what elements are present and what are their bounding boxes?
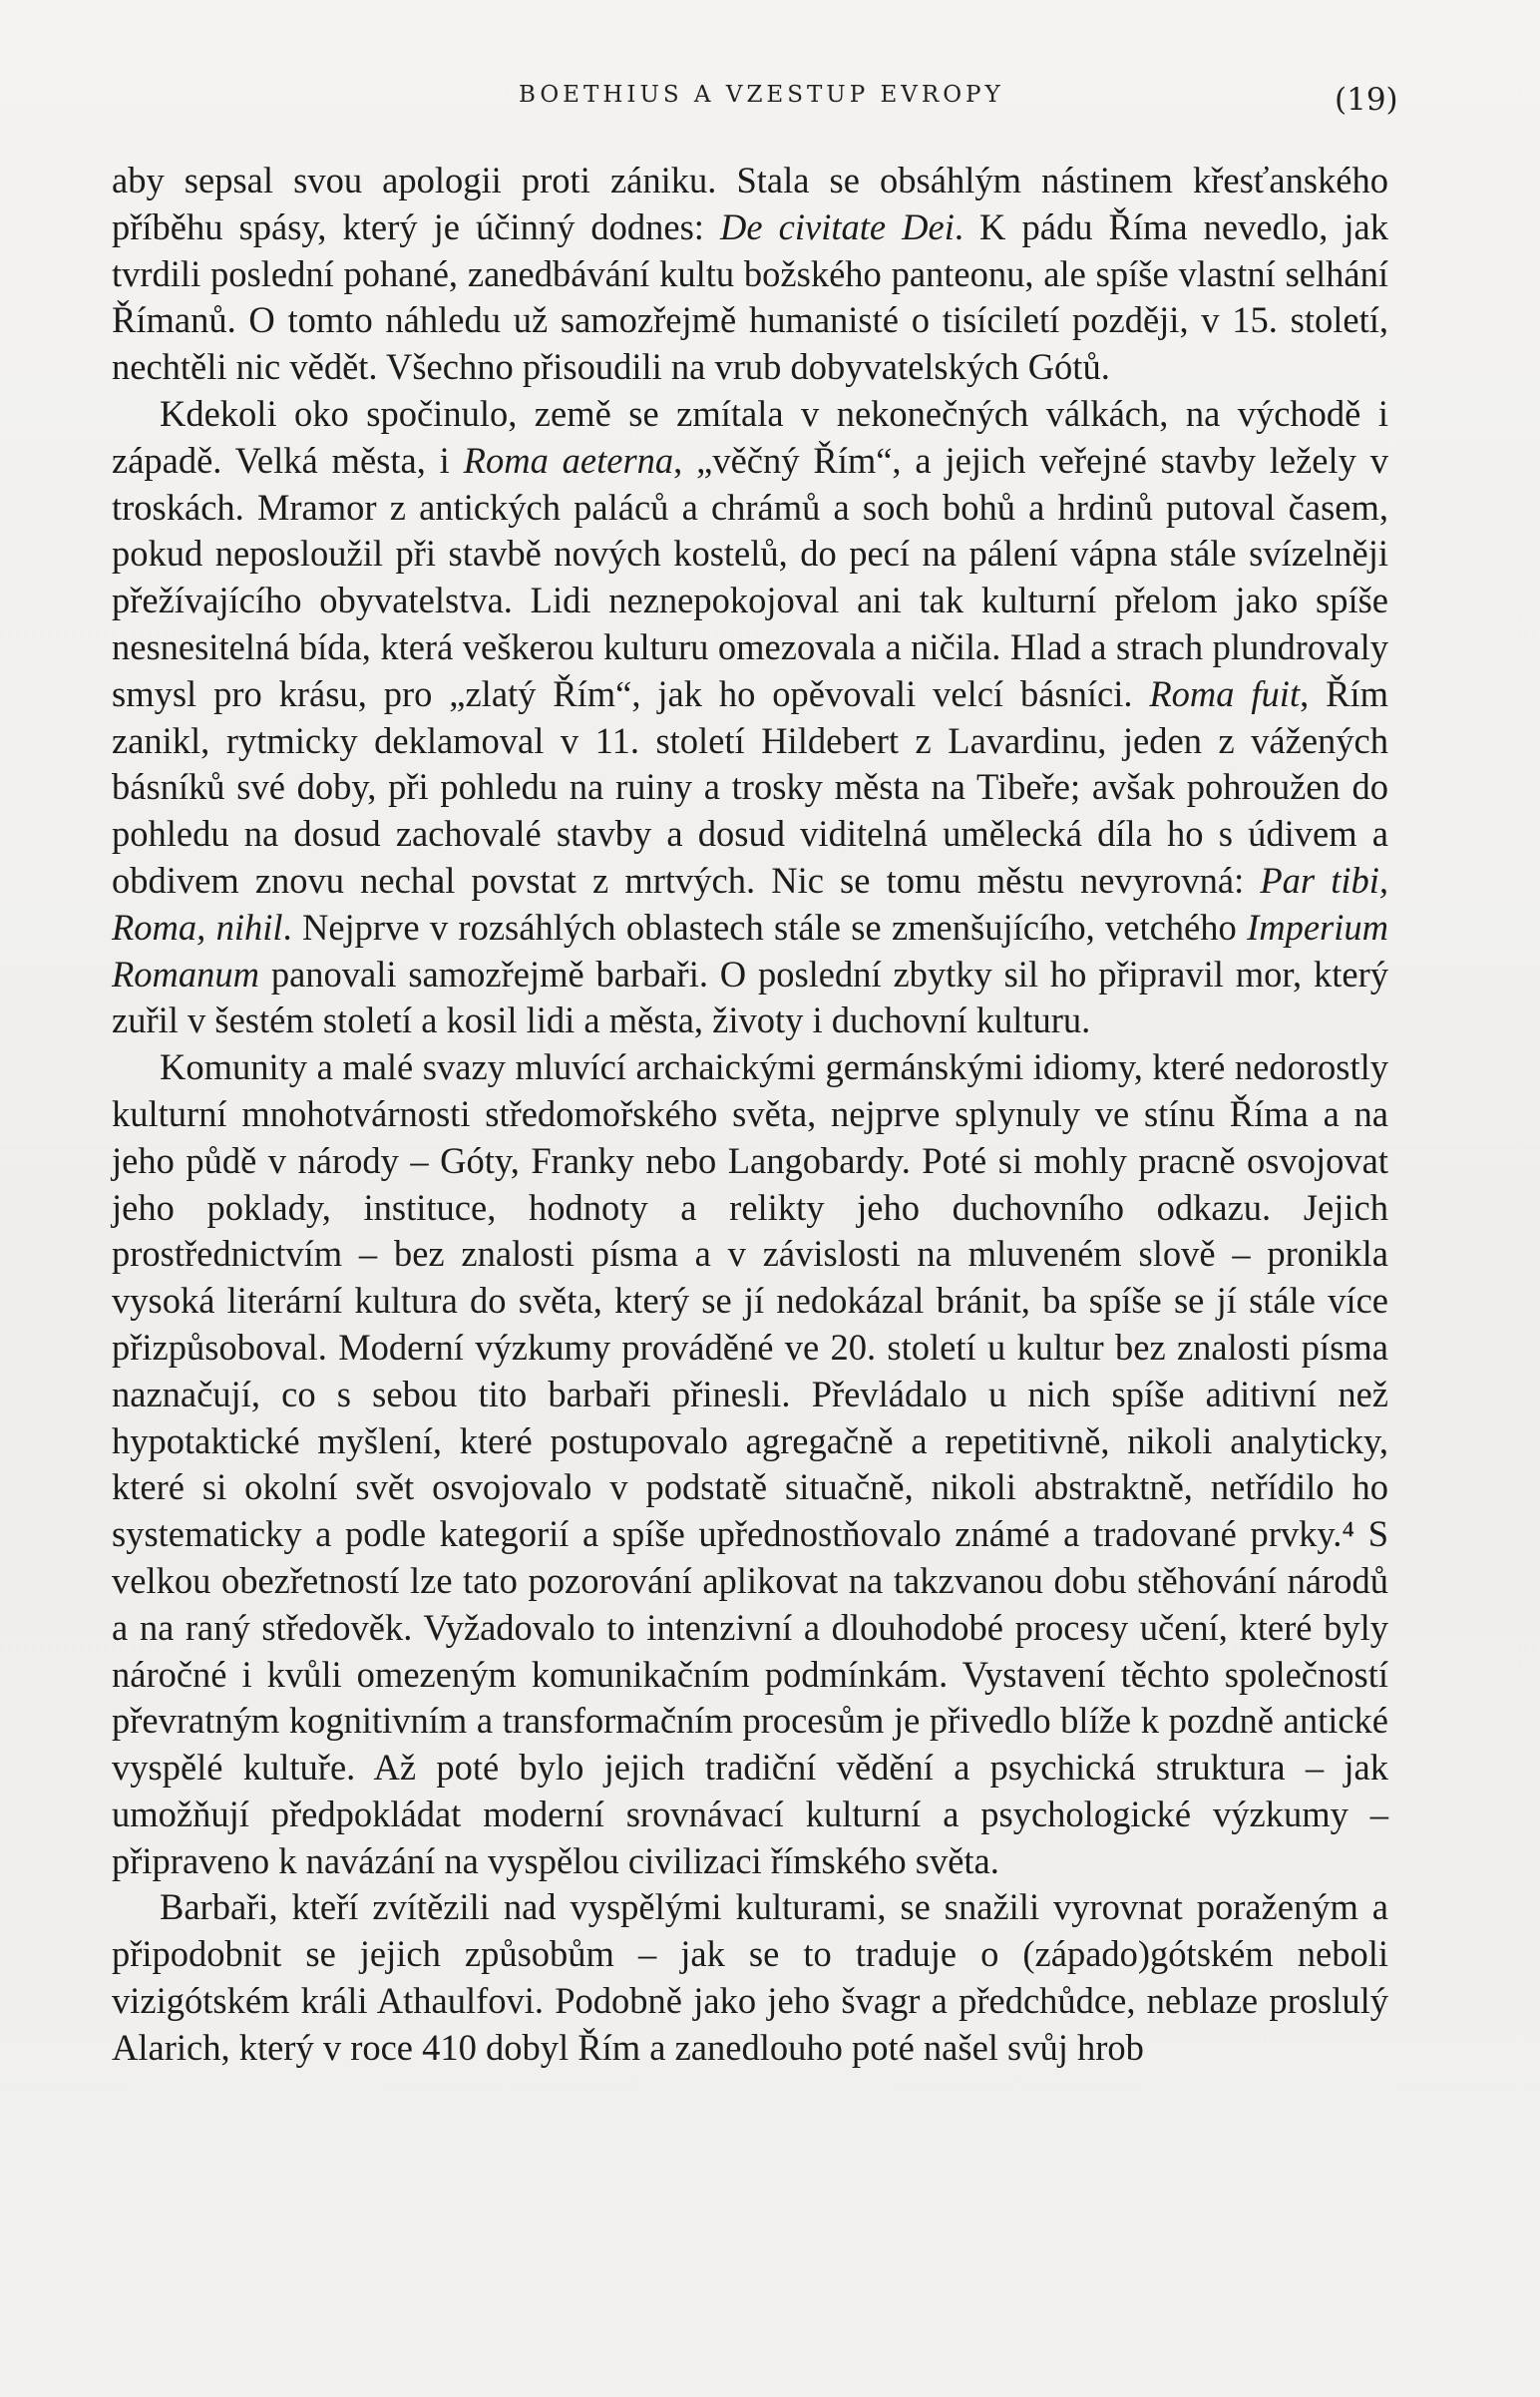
italic-text: Imperium Romanum [112, 906, 1388, 995]
italic-text: Par tibi, Roma, nihil [112, 859, 1388, 948]
text-run: Kdekoli oko spočinulo, země se zmítala v nekonečných válkách, na východě i západě. Velká města, i [112, 392, 1388, 481]
text-run: . K pádu Říma nevedlo, jak tvrdili poslední pohané, zanedbávání kultu božského panteonu, ale spíše vlastní selhání Římanů. O tomto náhledu už samozřejmě humanisté o tisíciletí později, v 15. století, nechtěli nic vědět. Všechno přisoudili na vrub dobyvatelských Gótů. [112, 205, 1388, 388]
italic-text: Roma fuit [1149, 672, 1301, 714]
running-title: BOETHIUS A VZESTUP EVROPY [519, 82, 1004, 108]
paragraph [112, 158, 1388, 391]
paragraph [112, 1044, 1388, 1884]
paragraph [112, 391, 1388, 1044]
body-text [112, 158, 1388, 2072]
italic-text: Roma aeterna [463, 439, 674, 481]
italic-text: De civitate Dei [720, 205, 955, 247]
text-run: , Řím zanikl, rytmicky deklamoval v 11. století Hildebert z Lavardinu, jeden z vážených básníků své doby, při pohledu na ruiny a trosky města na Tibeře; avšak pohroužen do pohledu na dosud zachovalé stavby a dosud viditelná umělecká díla ho s údivem a obdivem znovu nechal povstat z mrtvých. Nic se tomu městu nevyrovná: [112, 672, 1388, 901]
paragraph [112, 1884, 1388, 2071]
text-run: aby sepsal svou apologii proti zániku. Stala se obsáhlým nástinem křesťanského příběhu spásy, který je účinný dodnes: [112, 160, 1388, 247]
page-number: (19) [1335, 82, 1398, 118]
text-run: Komunity a malé svazy mluvící archaickými germánskými idiomy, které nedorostly kulturní mnohotvárnosti středomořského světa, nejprve splynuly ve stínu Říma a na jeho půdě v národy – Góty, Franky nebo Langobardy. Poté si mohly pracně osvojovat jeho poklady, instituce, hodnoty a relikty jeho duchovního odkazu. Jejich prostřednictvím – bez znalosti písma a v závislosti na mluveném slově – pronikla vysoká literární kultura do světa, který se jí nedokázal bránit, ba spíše se jí stále více přizpůsoboval. Moderní výzkumy prováděné ve 20. století u kultur bez znalosti písma naznačují, co s sebou tito barbaři přinesli. Převládalo u nich spíše aditivní než hypotaktické myšlení, které postupovalo agregačně a repetitivně, nikoli analyticky, které si okolní svět osvojovalo v podstatě situačně, nikoli abstraktně, netřídilo ho systematicky a podle kategorií a spíše upřednostňovalo známé a tradované prvky.⁴ S velkou obezřetností lze tato pozorování aplikovat na takzvanou dobu stěhování národů a na raný středověk. Vyžadovalo to intenzivní a dlouhodobé procesy učení, které byly náročné i kvůli omezeným komunikačním podmínkám. Vystavení těchto společností převratným kognitivním a transformačním procesům je přivedlo blíže k pozdně antické vyspělé kultuře. Až poté bylo jejich tradiční vědění a psychická struktura – jak umožňují předpokládat moderní srovnávací kulturní a psychologické výzkumy – připraveno k navázání na vyspělou civilizaci římského světa. [112, 1046, 1388, 1881]
text-run: . Nejprve v rozsáhlých oblastech stále se zmenšujícího, vetchého [282, 906, 1248, 948]
text-run: Barbaři, kteří zvítězili nad vyspělými kulturami, se snažili vyrovnat poraženým a připodobnit se jejich způsobům – jak se to traduje o (západo)gótském neboli vizigótském králi Athaulfovi. Podobně jako jeho švagr a předchůdce, neblaze proslulý Alarich, který v roce 410 dobyl Řím a zanedlouho poté našel svůj hrob [112, 1886, 1388, 2068]
text-run: , „věčný Řím“, a jejich veřejné stavby ležely v troskách. Mramor z antických paláců a chrámů a soch bohů a hrdinů putoval časem, pokud neposloužil při stavbě nových kostelů, do pecí na pálení vápna stále svízelněji přežívajícího obyvatelstva. Lidi neznepokojoval ani tak kulturní přelom jako spíše nesnesitelná bída, která veškerou kulturu omezovala a ničila. Hlad a strach plundrovaly smysl pro krásu, pro „zlatý Řím“, jak ho opěvovali velcí básníci. [112, 439, 1388, 714]
text-run: panovali samozřejmě barbaři. O poslední zbytky sil ho připravil mor, který zuřil v šestém století a kosil lidi a města, životy i duchovní kulturu. [112, 953, 1388, 1041]
running-head [0, 82, 1540, 122]
